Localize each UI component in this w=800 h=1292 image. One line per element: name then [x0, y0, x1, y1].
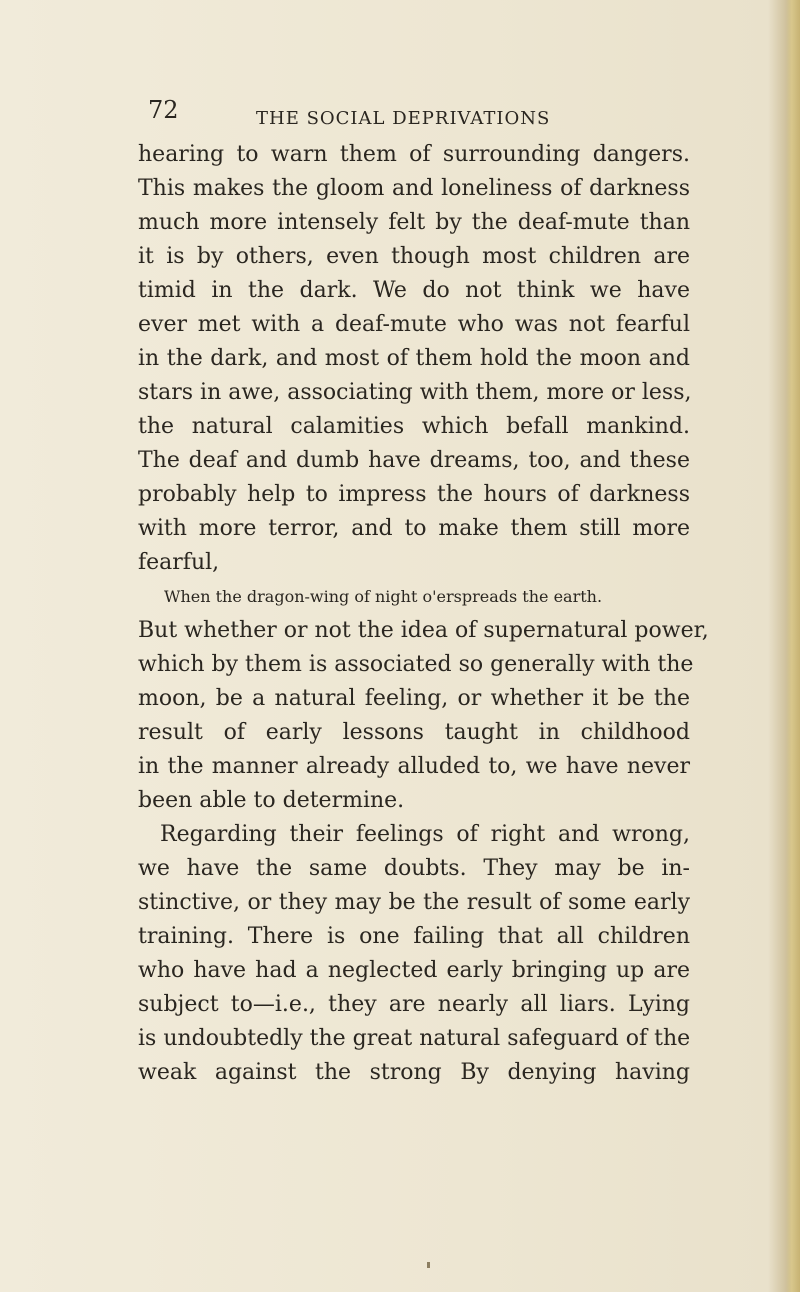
text-line: stinctive, or they may be the result of some early — [138, 890, 690, 915]
text-line: result of early lessons taught in childhood — [138, 720, 690, 745]
text-line: The deaf and dumb have dreams, too, and these — [138, 448, 690, 473]
page-header — [148, 96, 688, 136]
text-line: in the dark, and most of them hold the moon and — [138, 346, 690, 371]
text-line: fearful, — [138, 550, 220, 575]
text-line: probably help to impress the hours of darkness — [138, 482, 690, 507]
text-line: it is by others, even though most children are — [138, 244, 690, 269]
text-line: training. There is one failing that all children — [138, 924, 690, 949]
text-line: But whether or not the idea of supernatural power, — [138, 618, 709, 643]
text-line: moon, be a natural feeling, or whether it be the — [138, 686, 690, 711]
text-line: in the manner already alluded to, we have never — [138, 754, 690, 779]
text-line: who have had a neglected early bringing up are — [138, 958, 690, 983]
page-number: 72 — [148, 96, 179, 124]
text-line: stars in awe, associating with them, more or less, — [138, 380, 692, 405]
text-line: timid in the dark. We do not think we have — [138, 278, 690, 303]
text-line: the natural calamities which befall mankind. — [138, 414, 690, 439]
text-line: ever met with a deaf-mute who was not fearful — [138, 312, 690, 337]
text-line: which by them is associated so generally with the — [138, 652, 694, 677]
text-line: This makes the gloom and loneliness of darkness — [138, 176, 690, 201]
printer-mark — [427, 1262, 430, 1268]
text-line: been able to determine. — [138, 788, 405, 813]
running-head: THE SOCIAL DEPRIVATIONS — [256, 108, 551, 129]
page-edge-shadow — [786, 0, 800, 1292]
text-line: we have the same doubts. They may be in- — [138, 856, 690, 881]
text-line: hearing to warn them of surrounding dangers. — [138, 142, 690, 167]
text-line: weak against the strong By denying having — [138, 1060, 690, 1085]
text-line: subject to—i.e., they are nearly all liars. Lying — [138, 992, 690, 1017]
text-line: Regarding their feelings of right and wrong, — [160, 822, 690, 847]
text-line: with more terror, and to make them still more — [138, 516, 690, 541]
verse-quotation: When the dragon-wing of night o'erspreads the earth. — [164, 587, 603, 606]
body-text — [138, 138, 709, 1090]
text-line: much more intensely felt by the deaf-mute than — [138, 210, 690, 235]
text-line: is undoubtedly the great natural safeguard of the — [138, 1026, 691, 1051]
